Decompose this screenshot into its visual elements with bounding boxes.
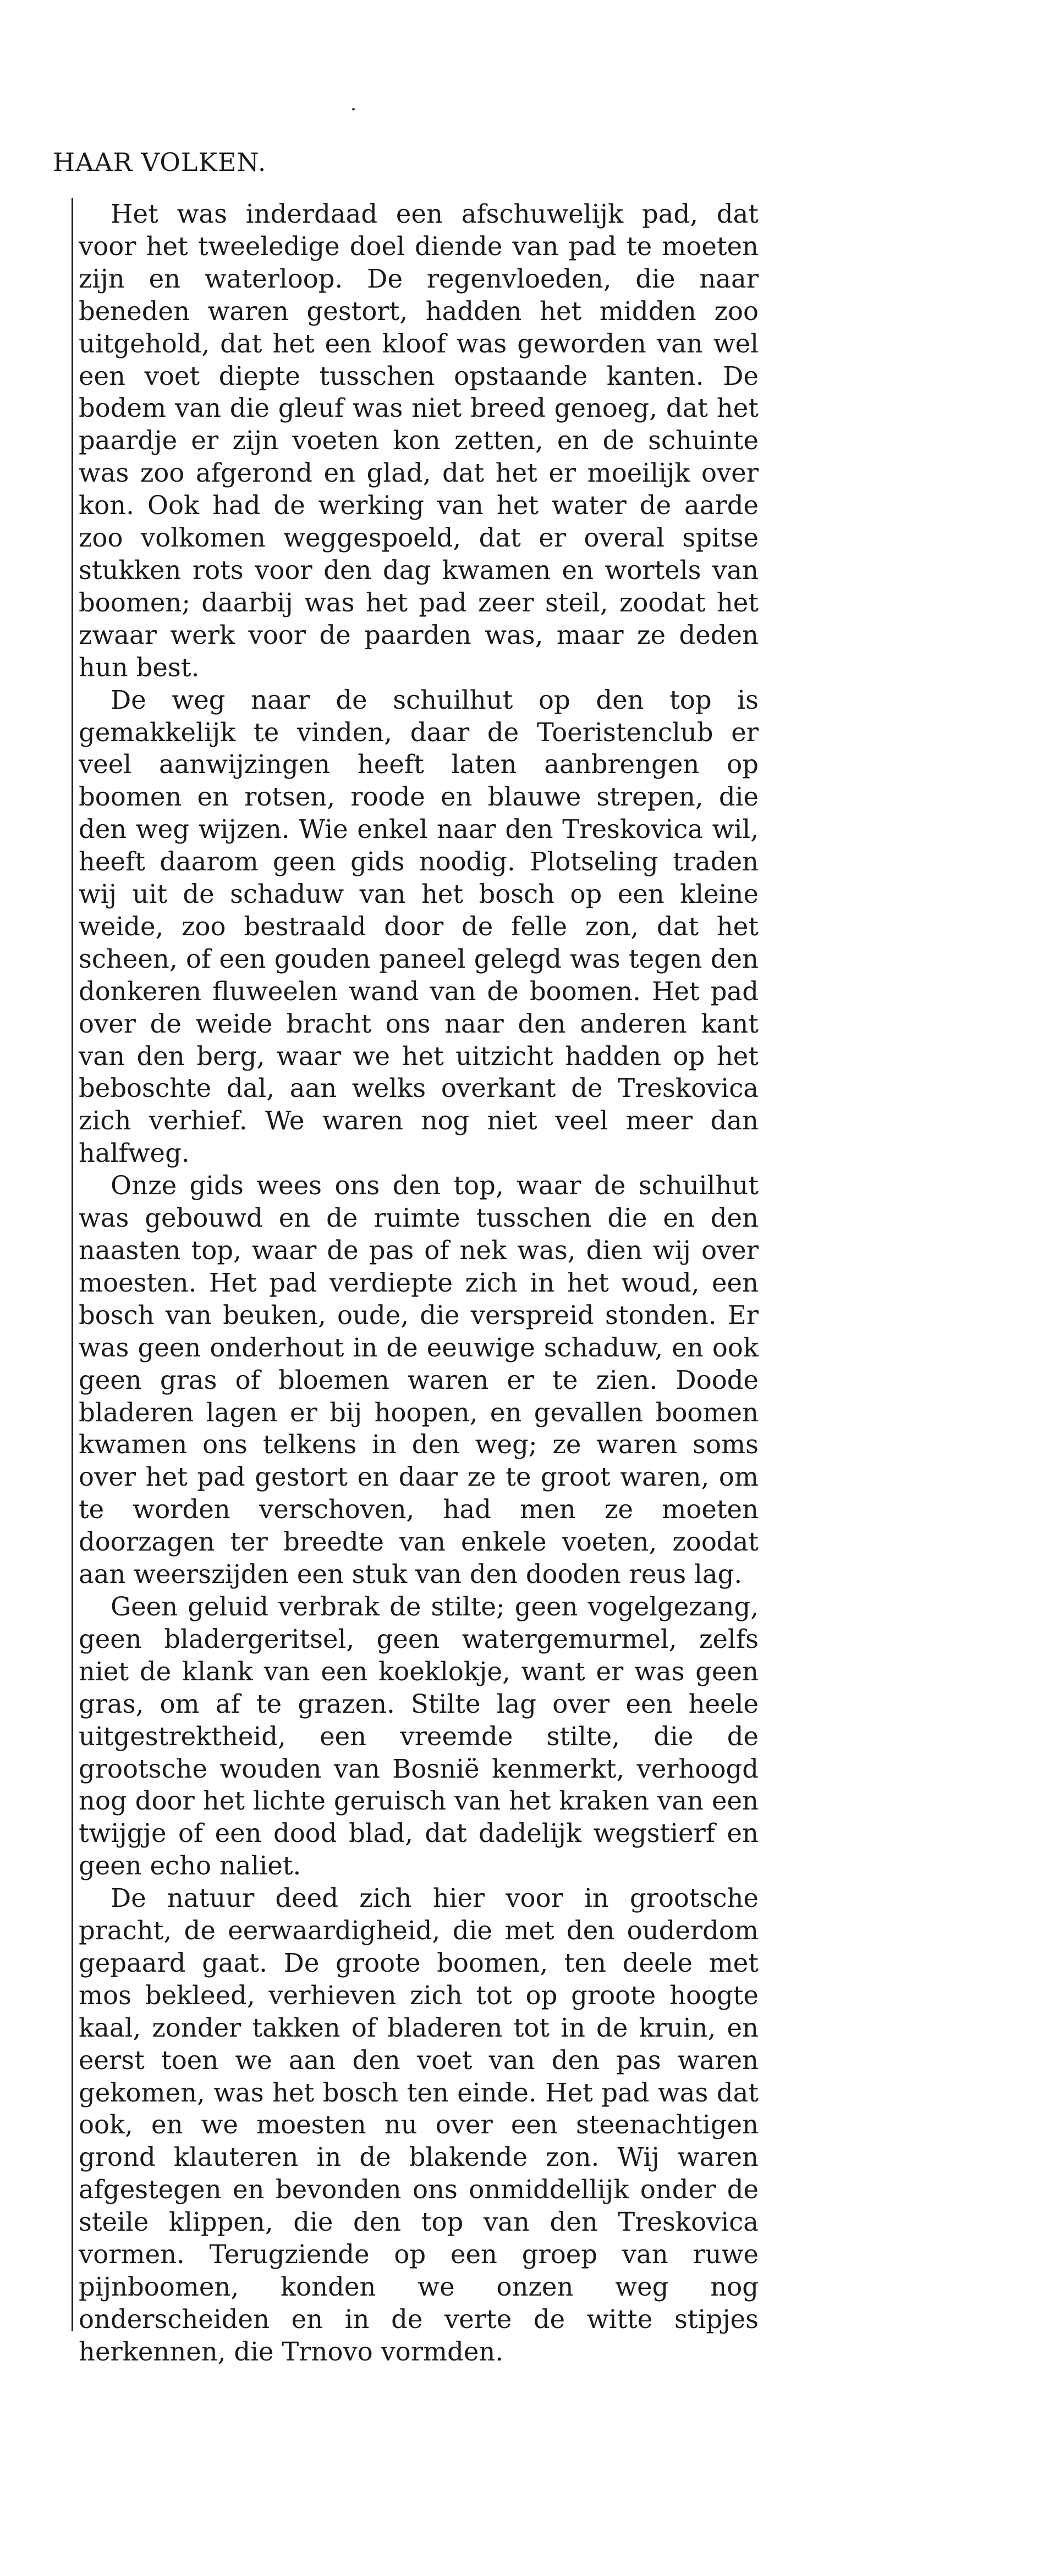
printing-speck [352, 108, 355, 111]
running-head: HAAR VOLKEN. [53, 147, 267, 177]
paragraph-5: De natuur deed zich hier voor in grootsche pracht, de eerwaardigheid, die met den ouderdom gepaard gaat. De groote boomen, ten deele met mos bekleed, verhieven zich tot op groote hoogte kaal, zonder takken of bladeren tot in de kruin, en eerst toen we aan den voet van den pas waren gekomen, was het bosch ten einde. Het pad was dat ook, en we moesten nu over een steenachtigen grond klauteren in de blakende zon. Wij waren afgestegen en bevonden ons onmiddellijk onder de steile klippen, die den top van den Treskovica vormen. Terugziende op een groep van ruwe pijnboomen, konden we onzen weg nog onderscheiden en in de verte de witte stipjes herkennen, die Trnovo vormden. [79, 1883, 759, 2367]
body-text [72, 198, 759, 2367]
paragraph-4: Geen geluid verbrak de stilte; geen vogelgezang, geen bladergeritsel, geen watergemurmel, zelfs niet de klank van een koeklokje, want er was geen gras, om af te grazen. Stilte lag over een heele uitgestrektheid, een vreemde stilte, die de grootsche wouden van Bosnië kenmerkt, verhoogd nog door het lichte geruisch van het kraken van een twijgje of een dood blad, dat dadelijk wegstierf en geen echo naliet. [79, 1591, 759, 1881]
paragraph-3: Onze gids wees ons den top, waar de schuilhut was gebouwd en de ruimte tusschen die en den naasten top, waar de pas of nek was, dien wij over moesten. Het pad verdiepte zich in het woud, een bosch van beuken, oude, die verspreid stonden. Er was geen onderhout in de eeuwige schaduw, en ook geen gras of bloemen waren er te zien. Doode bladeren lagen er bij hoopen, en gevallen boomen kwamen ons telkens in den weg; ze waren soms over het pad gestort en daar ze te groot waren, om te worden verschoven, had men ze moeten doorzagen ter breedte van enkele voeten, zoodat aan weerszijden een stuk van den dooden reus lag. [79, 1171, 759, 1590]
paragraph-2: De weg naar de schuilhut op den top is gemakkelijk te vinden, daar de Toeristenclub er veel aanwijzingen heeft laten aanbrengen op boomen en rotsen, roode en blauwe strepen, die den weg wijzen. Wie enkel naar den Treskovica wil, heeft daarom geen gids noodig. Plotseling traden wij uit de schaduw van het bosch op een kleine weide, zoo bestraald door de felle zon, dat het scheen, of een gouden paneel gelegd was tegen den donkeren fluweelen wand van de boomen. Het pad over de weide bracht ons naar den anderen kant van den berg, waar we het uitzicht hadden op het beboschte dal, aan welks overkant de Treskovica zich verhief. We waren nog niet veel meer dan halfweg. [79, 685, 759, 1168]
paragraph-1: Het was inderdaad een afschuwelijk pad, dat voor het tweeledige doel diende van pad te moeten zijn en waterloop. De regenvloeden, die naar beneden waren gestort, hadden het midden zoo uitgehold, dat het een kloof was geworden van wel een voet diepte tusschen opstaande kanten. De bodem van die gleuf was niet breed genoeg, dat het paardje er zijn voeten kon zetten, en de schuinte was zoo afgerond en glad, dat het er moeilijk over kon. Ook had de werking van het water de aarde zoo volkomen weggespoeld, dat er overal spitse stukken rots voor den dag kwamen en wortels van boomen; daarbij was het pad zeer steil, zoodat het zwaar werk voor de paarden was, maar ze deden hun best. [79, 199, 759, 682]
